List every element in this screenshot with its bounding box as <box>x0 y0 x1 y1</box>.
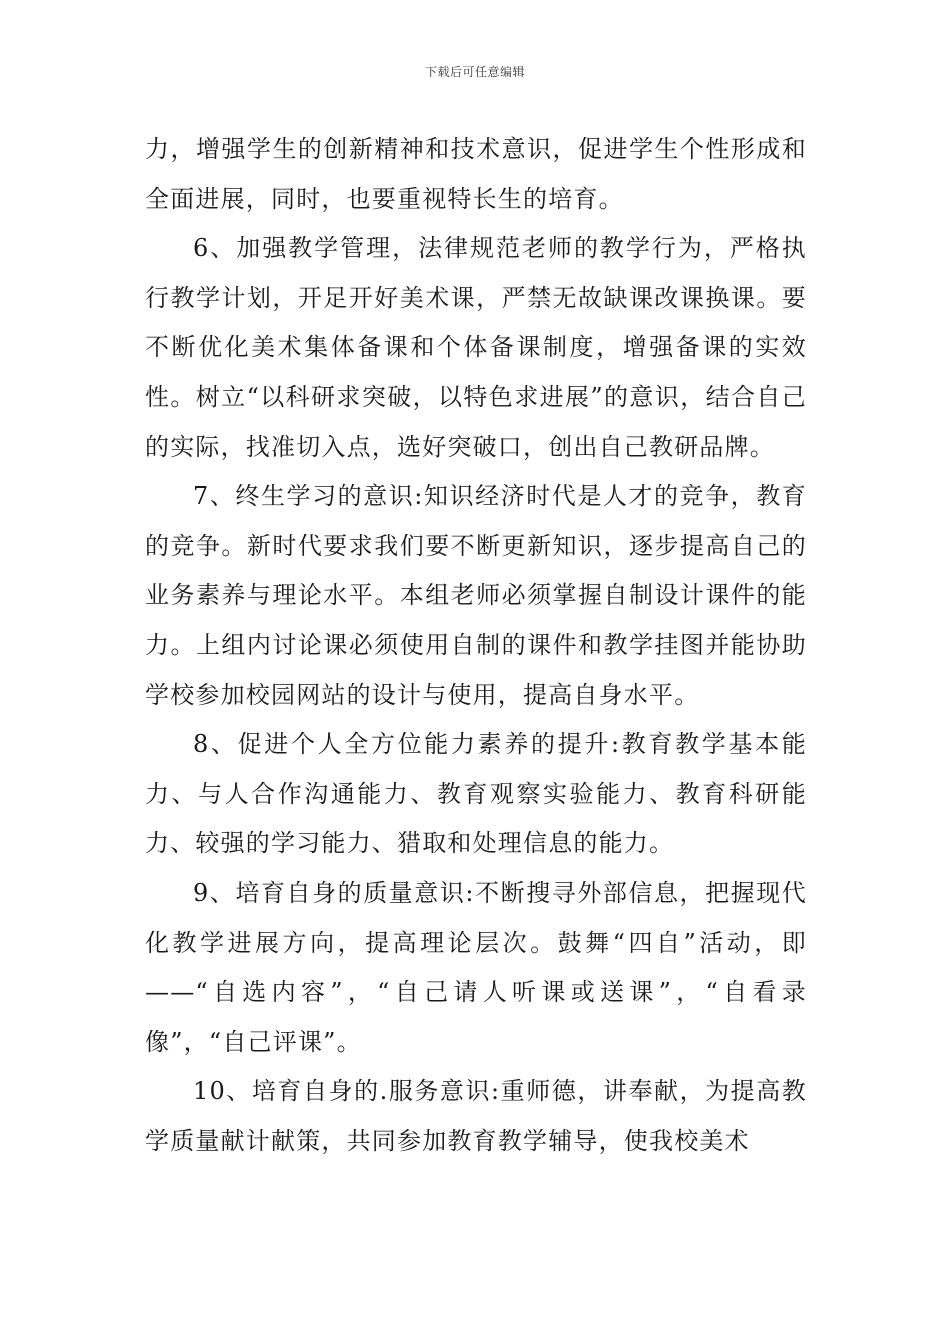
paragraph-item-9: 9、培育自身的质量意识:不断搜寻外部信息，把握现代化教学进展方向，提高理论层次。鼓舞“四自”活动，即——“自选内容”，“自己请人听课或送课”，“自看录像”，“自己评课”。 <box>145 878 807 1056</box>
paragraph-item-7: 7、终生学习的意识:知识经济时代是人才的竞争，教育的竞争。新时代要求我们要不断更新知识，逐步提高自己的业务素养与理论水平。本组老师必须掌握自制设计课件的能力。上组内讨论课必须使用自制的课件和教学挂图并能协助学校参加校园网站的设计与使用，提高自身水平。 <box>145 482 807 709</box>
paragraph-item-10: 10、培育自身的.服务意识:重师德，讲奉献，为提高教学质量献计献策，共同参加教育教学辅导，使我校美术 <box>145 1077 807 1155</box>
paragraph-continuation: 力，增强学生的创新精神和技术意识，促进学生个性形成和全面进展，同时，也要重视特长生的培育。 <box>145 135 807 213</box>
paragraph-item-6: 6、加强教学管理，法律规范老师的教学行为，严格执行教学计划，开足开好美术课，严禁无故缺课改课换课。要不断优化美术集体备课和个体备课制度，增强备课的实效性。树立“以科研求突破，以特色求进展”的意识，结合自己的实际，找准切入点，选好突破口，创出自己教研品牌。 <box>145 234 807 461</box>
paragraph-item-8: 8、促进个人全方位能力素养的提升:教育教学基本能力、与人合作沟通能力、教育观察实验能力、教育科研能力、较强的学习能力、猎取和处理信息的能力。 <box>145 730 807 858</box>
page-header-note: 下载后可任意编辑 <box>424 65 525 79</box>
document-body <box>145 125 807 1166</box>
